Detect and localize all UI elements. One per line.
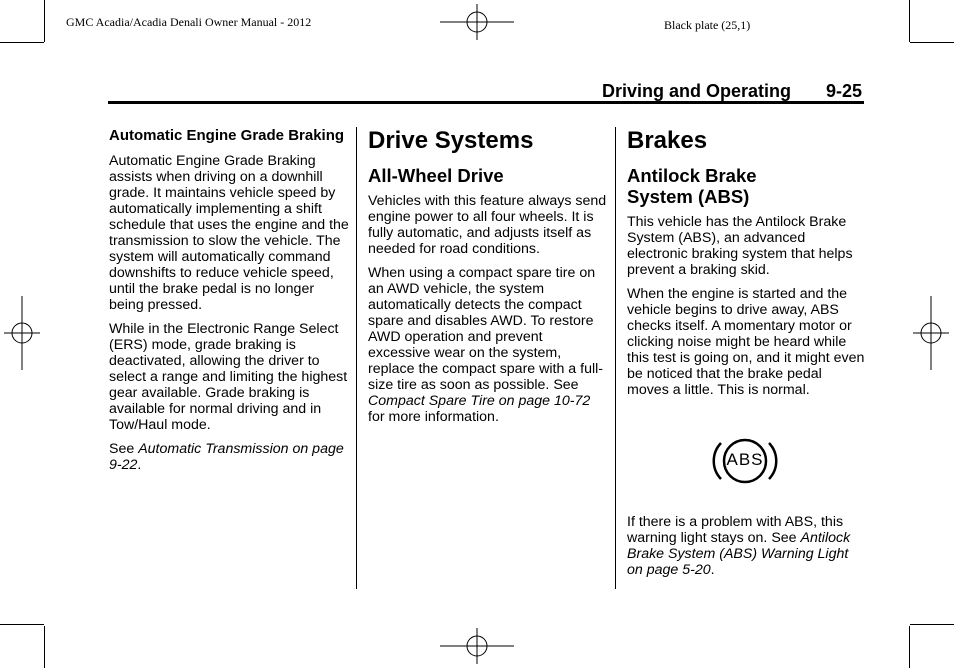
paragraph-text: for more information. — [368, 409, 499, 425]
crop-mark — [0, 624, 44, 625]
registration-mark-left — [4, 296, 40, 370]
section-heading: Antilock Brake System (ABS) — [627, 165, 757, 207]
crop-mark — [44, 0, 45, 42]
paragraph — [368, 265, 608, 425]
column-divider — [615, 127, 616, 589]
paragraph — [109, 441, 349, 473]
abs-warning-icon — [710, 435, 780, 487]
crop-mark — [909, 0, 910, 42]
column-3-bottom — [627, 514, 867, 578]
manual-title: GMC Acadia/Acadia Denali Owner Manual - 2012 — [66, 15, 312, 29]
crop-mark — [910, 624, 954, 625]
paragraph: While in the Electronic Range Select (ERS) mode, grade braking is deactivated, allowing the driver to select a range and limiting the highest gear available. Grade braking is available for normal driving and in Tow/Haul mode. — [109, 321, 348, 433]
cross-reference-link[interactable]: Automatic Transmission on page 9-22 — [109, 441, 344, 473]
crop-mark — [0, 42, 44, 43]
crop-mark — [44, 626, 45, 668]
cross-reference-link[interactable]: Antilock Brake System (ABS) Warning Light on page 5-20 — [627, 530, 851, 578]
column-1 — [109, 127, 349, 481]
period: . — [137, 457, 142, 473]
column-divider — [356, 127, 357, 589]
see-text: See — [109, 441, 139, 457]
header-rule — [108, 101, 864, 104]
paragraph-text: If there is a problem with ABS, this warning light stays on. See — [627, 514, 844, 546]
column-3 — [627, 127, 867, 406]
paragraph-text: When using a compact spare tire on an AWD vehicle, the system automatically detects the compact spare and disables AWD. To restore AWD operation and prevent excessive wear on the system, replace the compact spare with a full-size tire as soon as possible. See — [368, 265, 603, 393]
section-heading: All-Wheel Drive — [368, 165, 504, 186]
registration-mark-right — [913, 296, 949, 370]
page-title: Drive Systems — [368, 127, 534, 154]
paragraph: Automatic Engine Grade Braking assists when driving on a downhill grade. It maintains vehicle speed by automatically implementing a shift schedule that uses the engine and the transmission to slow the vehicle. The system will automatically command downshifts to reduce vehicle speed, until the brake pedal is no longer being pressed. — [109, 153, 349, 313]
page-title: Brakes — [627, 127, 708, 154]
crop-mark — [910, 42, 954, 43]
page-number: 9-25 — [826, 81, 863, 101]
period: . — [710, 562, 715, 578]
crop-mark — [909, 626, 910, 668]
paragraph — [627, 514, 867, 578]
cross-reference-link[interactable]: Compact Spare Tire on page 10-72 — [368, 393, 591, 409]
section-heading: Automatic Engine Grade Braking — [109, 127, 345, 144]
paragraph: Vehicles with this feature always send engine power to all four wheels. It is fully automatic, and adjusts itself as needed for road conditions. — [368, 193, 607, 257]
abs-icon-label: ABS — [726, 450, 764, 469]
registration-mark-top — [440, 4, 514, 40]
registration-mark-bottom — [440, 628, 514, 664]
paragraph: When the engine is started and the vehicle begins to drive away, ABS checks itself. A momentary motor or clicking noise might be heard while this test is going on, and it might even be noticed that the brake pedal moves a little. This is normal. — [627, 286, 865, 398]
section-title: Driving and Operating — [602, 81, 792, 101]
paragraph: This vehicle has the Antilock Brake System (ABS), an advanced electronic braking system that helps prevent a braking skid. — [627, 214, 853, 278]
plate-label: Black plate (25,1) — [664, 18, 751, 32]
column-2 — [368, 127, 608, 433]
